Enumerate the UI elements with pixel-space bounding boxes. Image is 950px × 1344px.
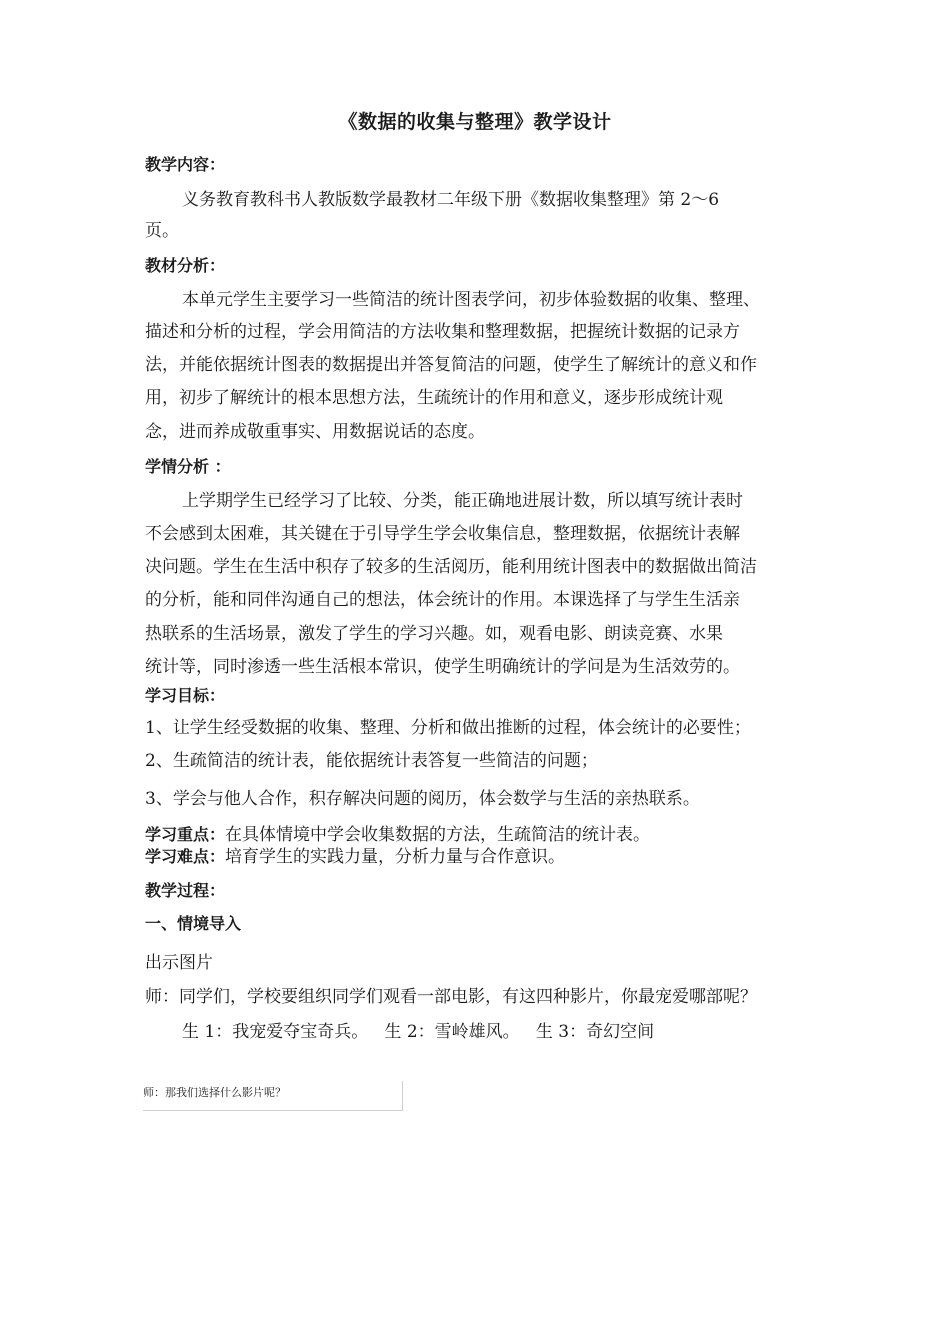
goal-item: 2、生疏简洁的统计表，能依据统计表答复一些简洁的问题； — [145, 751, 598, 771]
paragraph-line: 用，初步了解统计的根本思想方法，生疏统计的作用和意义，逐步形成统计观 — [145, 388, 723, 408]
note-text: 师：那我们选择什么影片呢？ — [143, 1086, 286, 1099]
paragraph-line: 法，并能依据统计图表的数据提出并答复简洁的问题，使学生了解统计的意义和作 — [145, 355, 757, 375]
section-heading-goals: 学习目标： — [145, 686, 226, 705]
difficulty-text: 培育学生的实践力量，分析力量与合作意识。 — [225, 847, 566, 867]
paragraph-line: 义务教育教科书人教版数学最教材二年级下册《数据收集整理》第 2～6 — [182, 190, 720, 210]
section-heading-materials: 教材分析： — [145, 256, 226, 275]
paragraph-line: 页。 — [145, 221, 179, 241]
section-heading-process: 教学过程： — [145, 881, 226, 900]
paragraph-line: 出示图片 — [145, 953, 213, 973]
key-point-label: 学习重点： — [145, 825, 226, 844]
paragraph-line: 本单元学生主要学习一些简洁的统计图表学问，初步体验数据的收集、整理、 — [182, 290, 760, 310]
paragraph-line: 上学期学生已经学习了比较、分类，能正确地进展计数，所以填写统计表时 — [182, 491, 743, 511]
difficulty-line — [145, 845, 825, 869]
goal-item: 1、让学生经受数据的收集、整理、分析和做出推断的过程，体会统计的必要性； — [145, 718, 751, 738]
paragraph-line: 热联系的生活场景，激发了学生的学习兴趣。如，观看电影、朗读竞赛、水果 — [145, 624, 723, 644]
subsection-heading-intro: 一、情境导入 — [145, 914, 242, 933]
paragraph-line: 描述和分析的过程，学会用简洁的方法收集和整理数据，把握统计数据的记录方 — [145, 322, 740, 342]
paragraph-line: 统计等，同时渗透一些生活根本常识，使学生明确统计的学问是为生活效劳的。 — [145, 657, 740, 677]
key-point-text: 在具体情境中学会收集数据的方法，生疏简洁的统计表。 — [225, 825, 651, 845]
document-title: 《数据的收集与整理》教学设计 — [338, 111, 612, 133]
paragraph-line: 不会感到太困难，其关键在于引导学生学会收集信息，整理数据，依据统计表解 — [145, 524, 740, 544]
paragraph-line: 的分析，能和同伴沟通自己的想法，体会统计的作用。本课选择了与学生生活亲 — [145, 590, 740, 610]
teacher-question: 师：同学们，学校要组织同学们观看一部电影，有这四种影片，你最宠爱哪部呢？ — [145, 987, 757, 1007]
difficulty-label: 学习难点： — [145, 847, 226, 866]
goal-item: 3、学会与他人合作，积存解决问题的阅历，体会数学与生活的亲热联系。 — [145, 789, 700, 809]
paragraph-line: 念，进而养成敬重事实、用数据说话的态度。 — [145, 422, 485, 442]
section-heading-learners: 学情分析 ： — [145, 457, 231, 476]
paragraph-line: 决问题。学生在生活中积存了较多的生活阅历，能利用统计图表中的数据做出简洁 — [145, 557, 757, 577]
section-heading-content: 教学内容： — [145, 155, 226, 174]
student-answers: 生 1：我宠爱夺宝奇兵。 生 2：雪岭雄风。 生 3：奇幻空间 — [182, 1022, 655, 1042]
key-point-line — [145, 823, 825, 847]
note-box — [143, 1081, 403, 1111]
